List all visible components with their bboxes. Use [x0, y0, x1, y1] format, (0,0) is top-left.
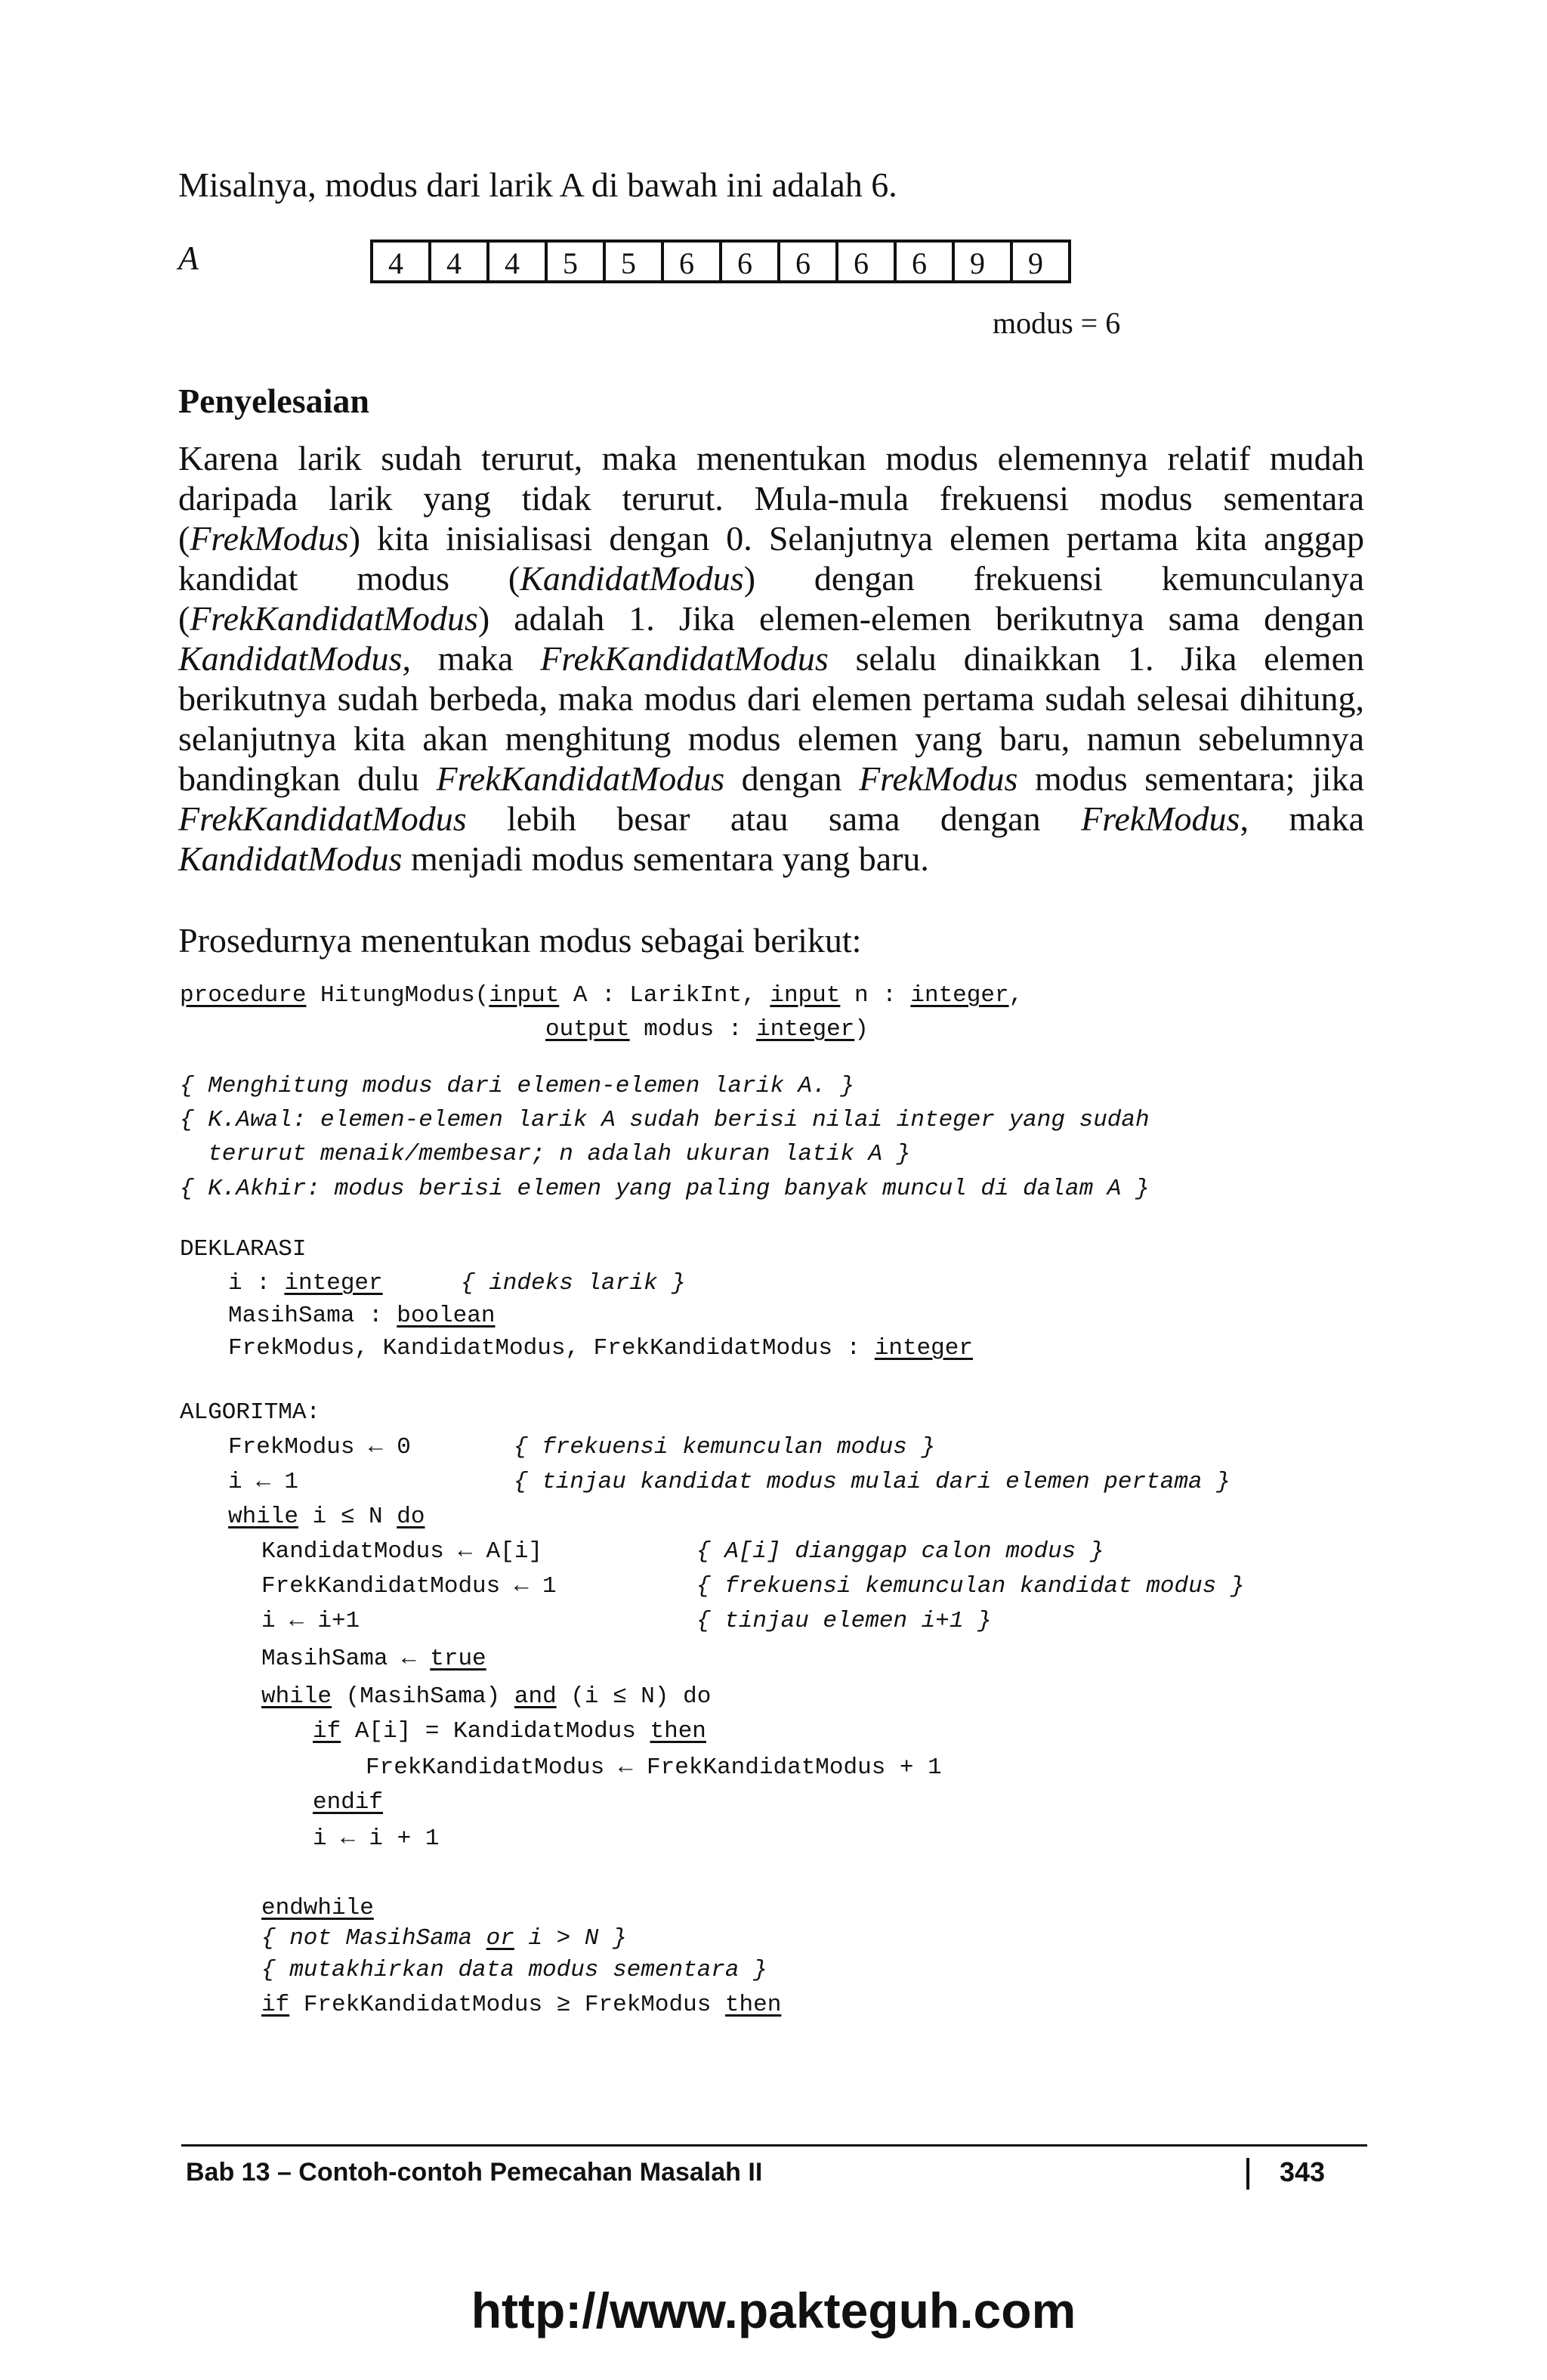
page-number: 343 — [1280, 2156, 1326, 2187]
code-if-final: if FrekKandidatModus ≥ FrekModus then — [261, 1992, 782, 2018]
code-comment-1: { Menghitung modus dari elemen-elemen larik A. } — [180, 1073, 854, 1099]
array-cell: 6 — [897, 243, 955, 280]
array-cell: 6 — [838, 243, 897, 280]
code-algoritma: ALGORITMA: — [180, 1399, 321, 1426]
array-cell: 5 — [548, 243, 606, 280]
modus-label: modus = 6 — [993, 306, 1121, 340]
array-cell: 9 — [955, 243, 1013, 280]
array-label: A — [178, 240, 199, 277]
array-cell: 5 — [606, 243, 664, 280]
code-a6: i ← i+1 — [261, 1608, 360, 1634]
code-comment-4: { not MasihSama or i > N } — [261, 1925, 627, 1952]
array-cell: 6 — [780, 243, 838, 280]
array-cell: 6 — [722, 243, 780, 280]
code-a4-comment: { A[i] dianggap calon modus } — [696, 1538, 1104, 1565]
array-cell: 9 — [1013, 243, 1071, 280]
code-endif: endif — [313, 1789, 384, 1816]
array-cell: 4 — [373, 243, 431, 280]
code-a1-comment: { frekuensi kemunculan modus } — [514, 1434, 936, 1460]
code-a2: i ← 1 — [228, 1469, 299, 1495]
code-decl-masihsama: MasihSama : boolean — [228, 1303, 496, 1329]
code-a5: FrekKandidatModus ← 1 — [261, 1573, 557, 1600]
code-if-inner: if A[i] = KandidatModus then — [313, 1718, 706, 1745]
code-comment-5: { mutakhirkan data modus sementara } — [261, 1957, 767, 1983]
code-decl-i-comment: { indeks larik } — [461, 1270, 686, 1297]
code-a2-comment: { tinjau kandidat modus mulai dari elemen pertama } — [514, 1469, 1230, 1495]
footer-chapter: Bab 13 – Contoh-contoh Pemecahan Masalah II — [186, 2158, 763, 2187]
code-while-outer: while i ≤ N do — [228, 1504, 425, 1530]
code-a7: MasihSama ← true — [261, 1646, 486, 1672]
code-a6-comment: { tinjau elemen i+1 } — [696, 1608, 992, 1634]
code-a4: KandidatModus ← A[i] — [261, 1538, 543, 1565]
intro-text: Misalnya, modus dari larik A di bawah ini adalah 6. — [178, 165, 897, 204]
array-cell: 4 — [489, 243, 548, 280]
code-while-inner: while (MasihSama) and (i ≤ N) do — [261, 1683, 712, 1710]
footer-rule — [181, 2144, 1367, 2147]
code-procedure-line1: procedure HitungModus(input A : LarikInt, input n : integer, — [180, 982, 1024, 1009]
code-deklarasi: DEKLARASI — [180, 1236, 307, 1263]
code-comment-2b: terurut menaik/membesar; n adalah ukuran latik A } — [180, 1141, 911, 1167]
code-procedure-line2: output modus : integer) — [545, 1016, 869, 1043]
procedure-intro: Prosedurnya menentukan modus sebagai berikut: — [178, 921, 862, 960]
array-cell: 4 — [431, 243, 489, 280]
code-decl-frek: FrekModus, KandidatModus, FrekKandidatModus : integer — [228, 1335, 973, 1362]
explanation-paragraph: Karena larik sudah terurut, maka menentukan modus elemennya relatif mudah daripada larik yang tidak terurut. Mula-mula frekuensi modus sementara (FrekModus) kita inisialisasi dengan 0. Selanjutnya elemen pertama kita anggap kandidat modus (KandidatModus) dengan frekuensi kemunculanya (FrekKandidatModus) adalah 1. Jika elemen-elemen berikutnya sama dengan KandidatModus, maka FrekKandidatModus selalu dinaikkan 1. Jika elemen berikutnya sudah berbeda, maka modus dari elemen pertama sudah selesai dihitung, selanjutnya kita akan menghitung modus elemen yang baru, namun sebelumnya bandingkan dulu FrekKandidatModus dengan FrekModus modus sementara; jika FrekKandidatModus lebih besar atau sama dengan FrekModus, maka KandidatModus menjadi modus sementara yang baru. — [178, 439, 1364, 878]
code-a1: FrekModus ← 0 — [228, 1434, 411, 1460]
code-comment-2a: { K.Awal: elemen-elemen larik A sudah berisi nilai integer yang sudah — [180, 1107, 1150, 1133]
code-comment-3: { K.Akhir: modus berisi elemen yang paling banyak muncul di dalam A } — [180, 1176, 1150, 1202]
section-heading: Penyelesaian — [178, 382, 369, 420]
code-decl-i: i : integer — [228, 1270, 383, 1297]
code-a10: FrekKandidatModus ← FrekKandidatModus + 1 — [366, 1754, 942, 1781]
code-endwhile: endwhile — [261, 1895, 374, 1921]
array-boxes — [370, 240, 1071, 283]
code-a5-comment: { frekuensi kemunculan kandidat modus } — [696, 1573, 1245, 1600]
website-url[interactable]: http://www.pakteguh.com — [471, 2283, 1076, 2338]
code-a11: i ← i + 1 — [313, 1825, 440, 1852]
array-cell: 6 — [664, 243, 722, 280]
footer-divider — [1246, 2158, 1249, 2190]
